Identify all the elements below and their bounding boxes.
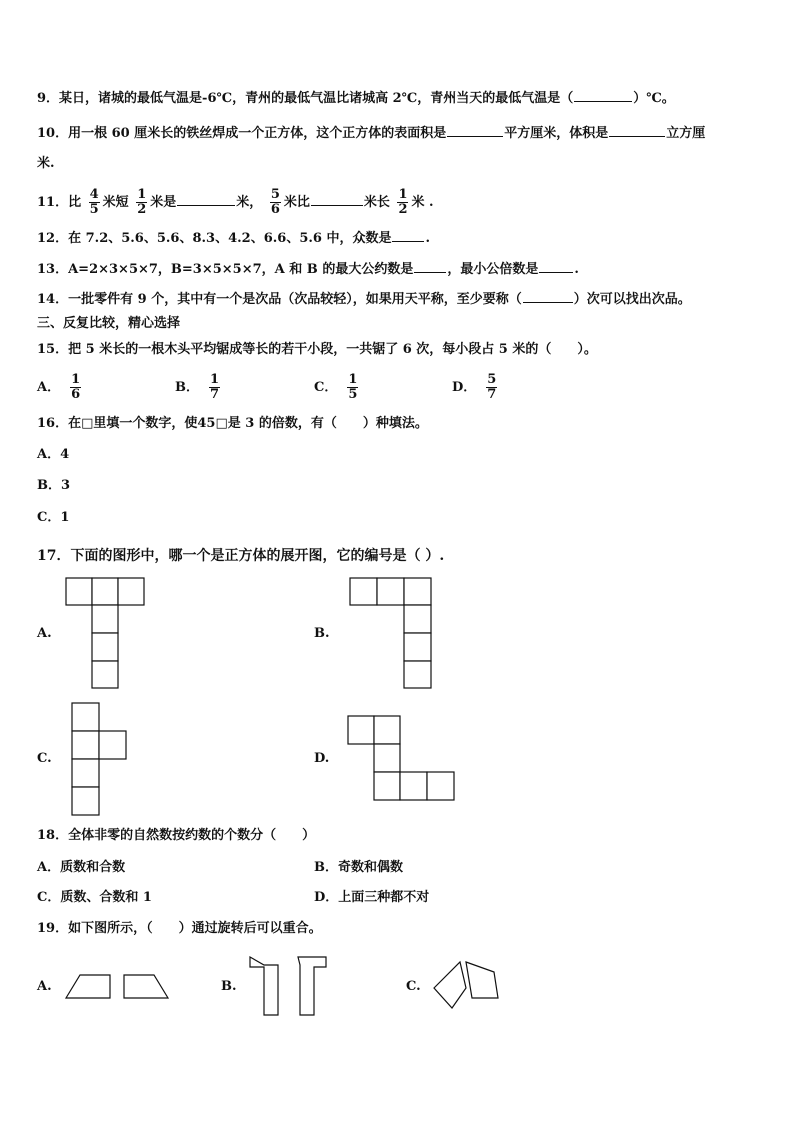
q10-blank-1[interactable]	[447, 122, 503, 137]
q15-option-a[interactable]	[37, 368, 84, 408]
q15-option-d[interactable]	[452, 368, 500, 408]
question-9	[37, 87, 675, 109]
fraction-numerator: 1	[398, 187, 408, 202]
option-label: C．	[314, 380, 338, 395]
q19-option-b[interactable]: B.	[221, 979, 237, 994]
q17-option-c[interactable]: C.	[37, 751, 52, 766]
q11-fraction-4	[397, 188, 408, 217]
q9-text-a: 9．某日，诸城的最低气温是-6℃，青州的最低气温比诸城高 2℃，青州当天的最低气温是（	[37, 91, 574, 106]
q13-text-a: 13．A=2×3×5×7，B=3×5×5×7，A 和 B 的最大公约数是	[37, 262, 414, 277]
q11-blank-2[interactable]	[311, 191, 363, 206]
option-label: D．	[452, 380, 477, 395]
q17-option-d[interactable]: D.	[314, 751, 330, 766]
q15-option-b[interactable]	[175, 368, 223, 408]
q14-text-b: ）次可以找出次品。	[573, 292, 691, 307]
q19-figure-c	[432, 960, 504, 1010]
fraction-denominator: 6	[71, 387, 81, 402]
q11-text-a: 11．比	[37, 195, 82, 210]
q12-blank[interactable]	[392, 227, 424, 242]
fraction-numerator: 1	[137, 187, 147, 202]
fraction-denominator: 5	[89, 202, 99, 217]
q11-text-f: 米长	[363, 195, 390, 210]
q18-option-a[interactable]: A．质数和合数	[37, 860, 126, 875]
fraction-numerator: 5	[487, 372, 497, 387]
q11-text-d: 米，	[236, 195, 263, 210]
fraction-denominator: 5	[348, 387, 358, 402]
fraction-denominator: 7	[210, 387, 220, 402]
fraction-numerator: 5	[270, 187, 280, 202]
q10-text-d: 米.	[37, 156, 55, 171]
fraction-denominator: 7	[487, 387, 497, 402]
q18-option-d[interactable]: D．上面三种都不对	[314, 890, 430, 905]
q9-blank[interactable]	[574, 87, 632, 102]
fraction-numerator: 1	[210, 372, 220, 387]
question-10	[37, 122, 705, 144]
q14-blank[interactable]	[523, 288, 573, 303]
q19-option-a[interactable]: A.	[37, 979, 52, 994]
q11-text-c: 米是	[150, 195, 177, 210]
q19-figure-a	[64, 973, 172, 1001]
section-heading: 三、反复比较，精心选择	[37, 316, 181, 331]
q10-text-a: 10．用一根 60 厘米长的铁丝焊成一个正方体，这个正方体的表面积是	[37, 126, 447, 141]
question-15: 15．把 5 米长的一根木头平均锯成等长的若干小段，一共锯了 6 次，每小段占 5 米的（ ）。	[37, 342, 597, 357]
q17-option-a[interactable]: A.	[37, 626, 52, 641]
fraction-numerator: 1	[71, 372, 81, 387]
q17-option-b[interactable]: B.	[314, 626, 330, 641]
option-label: B．	[175, 380, 199, 395]
question-18: 18．全体非零的自然数按约数的个数分（ ）	[37, 828, 316, 843]
q12-text-a: 12．在 7.2、5.6、5.6、8.3、4.2、6.6、5.6 中，众数是	[37, 231, 392, 246]
question-13	[37, 258, 579, 280]
q13-blank-2[interactable]	[539, 258, 573, 273]
question-11	[37, 188, 434, 218]
q17-figure-b	[350, 578, 432, 690]
q17-figure-a	[66, 578, 146, 690]
q9-text-b: ）℃。	[633, 91, 675, 106]
q10-blank-2[interactable]	[609, 122, 665, 137]
fraction-denominator: 6	[270, 202, 280, 217]
q19-figure-b	[248, 955, 330, 1017]
question-19: 19．如下图所示，（ ）通过旋转后可以重合。	[37, 921, 322, 936]
question-17: 17．下面的图形中，哪一个是正方体的展开图，它的编号是（ ）.	[37, 548, 445, 564]
q19-option-c[interactable]: C.	[406, 979, 421, 994]
q17-figure-d	[348, 716, 456, 801]
q10-text-b: 平方厘米，体积是	[504, 126, 609, 141]
q11-text-g: 米 .	[411, 195, 434, 210]
question-12	[37, 227, 430, 249]
q17-figure-c	[72, 703, 128, 816]
q14-text-a: 14．一批零件有 9 个，其中有一个是次品（次品较轻），如果用天平称，至少要称（	[37, 292, 522, 307]
fraction-denominator: 2	[137, 202, 147, 217]
q11-fraction-2	[136, 188, 147, 217]
q13-text-b: ，最小公倍数是	[447, 262, 539, 277]
fraction-numerator: 1	[348, 372, 358, 387]
q11-text-b: 米短	[102, 195, 129, 210]
fraction-numerator: 4	[89, 187, 99, 202]
option-label: A．	[37, 380, 61, 395]
question-16: 16．在□里填一个数字，使45□是 3 的倍数，有（ ）种填法。	[37, 416, 428, 431]
q13-text-c: .	[574, 262, 579, 277]
q11-fraction-3	[270, 188, 281, 217]
q16-option-b[interactable]: B．3	[37, 478, 71, 493]
q11-fraction-1	[89, 188, 100, 217]
question-14	[37, 288, 691, 310]
q16-option-c[interactable]: C．1	[37, 510, 70, 525]
q11-text-e: 米比	[283, 195, 310, 210]
q18-option-b[interactable]: B．奇数和偶数	[314, 860, 403, 875]
fraction-denominator: 2	[398, 202, 408, 217]
q13-blank-1[interactable]	[414, 258, 446, 273]
q11-blank-1[interactable]	[177, 191, 235, 206]
q15-option-c[interactable]	[314, 368, 361, 408]
q12-text-b: .	[425, 231, 430, 246]
q16-option-a[interactable]: A．4	[37, 447, 70, 462]
q10-text-c: 立方厘	[666, 126, 706, 141]
q18-option-c[interactable]: C．质数、合数和 1	[37, 890, 152, 905]
